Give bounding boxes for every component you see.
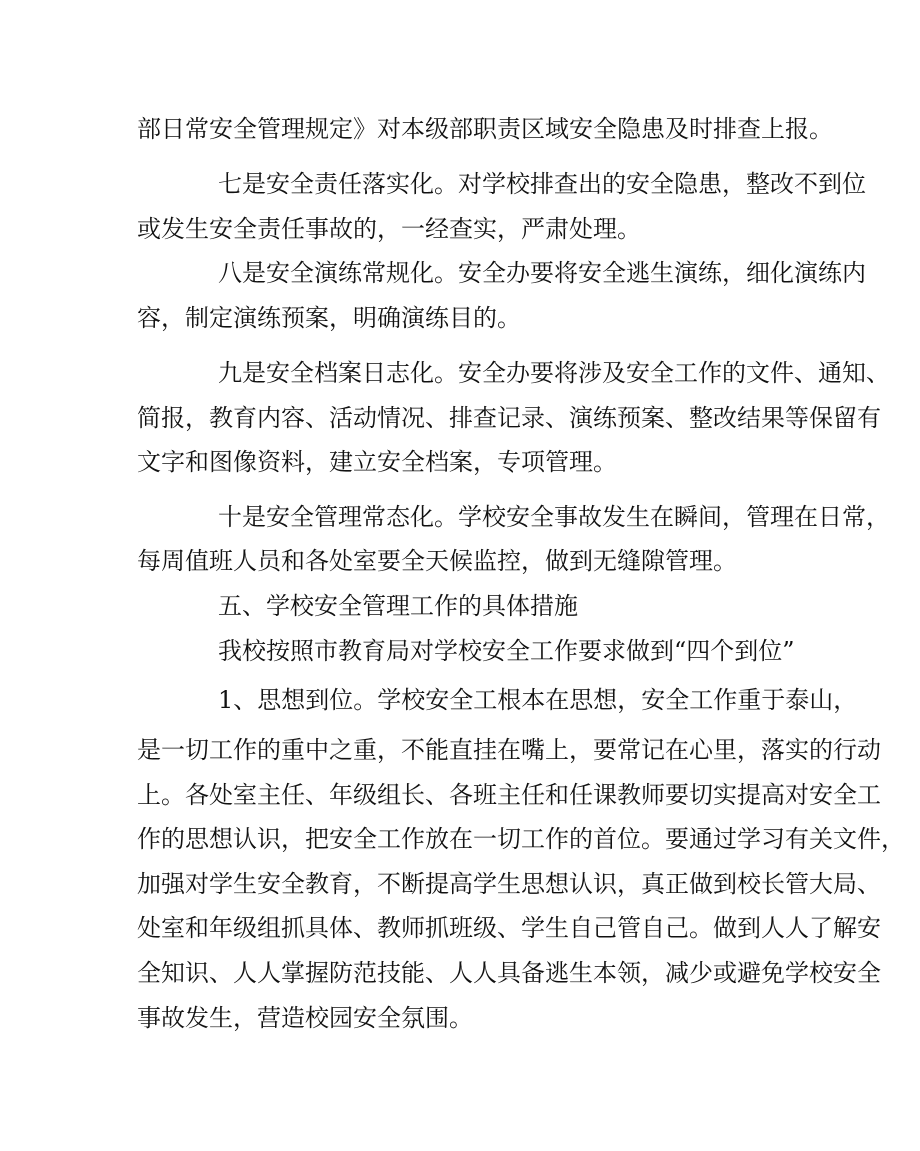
text-line: 是一切工作的重中之重，不能直挂在嘴上，要常记在心里，落实的行动 — [137, 736, 881, 764]
section-heading: 五、学校安全管理工作的具体措施 — [218, 592, 578, 620]
text-line: 八是安全演练常规化。安全办要将安全逃生演练，细化演练内 — [218, 259, 866, 287]
text-line: 上。各处室主任、年级组长、各班主任和任课教师要切实提高对安全工 — [137, 781, 881, 809]
text-line: 七是安全责任落实化。对学校排查出的安全隐患，整改不到位 — [218, 170, 866, 198]
text-line: 我校按照市教育局对学校安全工作要求做到“四个到位” — [218, 637, 795, 665]
text-line: 处室和年级组抓具体、教师抓班级、学生自己管自己。做到人人了解安 — [137, 914, 881, 942]
text-line: 文字和图像资料，建立安全档案，专项管理。 — [137, 448, 617, 476]
text-line: 简报，教育内容、活动情况、排查记录、演练预案、整改结果等保留有 — [137, 404, 881, 432]
text-line: 每周值班人员和各处室要全天候监控，做到无缝隙管理。 — [137, 547, 737, 575]
text-line: 作的思想认识，把安全工作放在一切工作的首位。要通过学习有关文件， — [137, 825, 905, 853]
text-line: 九是安全档案日志化。安全办要将涉及安全工作的文件、通知、 — [218, 359, 890, 387]
text-line: 或发生安全责任事故的，一经查实，严肃处理。 — [137, 215, 641, 243]
text-line: 全知识、人人掌握防范技能、人人具备逃生本领，减少或避免学校安全 — [137, 959, 881, 987]
text-line: 1、思想到位。学校安全工根本在思想，安全工作重于泰山， — [218, 686, 858, 714]
text-line: 十是安全管理常态化。学校安全事故发生在瞬间，管理在日常， — [218, 503, 890, 531]
text-line: 加强对学生安全教育，不断提高学生思想认识，真正做到校长管大局、 — [137, 870, 881, 898]
text-line: 容，制定演练预案，明确演练目的。 — [137, 304, 521, 332]
text-line: 事故发生，营造校园安全氛围。 — [137, 1004, 473, 1032]
text-line: 部日常安全管理规定》对本级部职责区域安全隐患及时排查上报。 — [137, 115, 833, 143]
